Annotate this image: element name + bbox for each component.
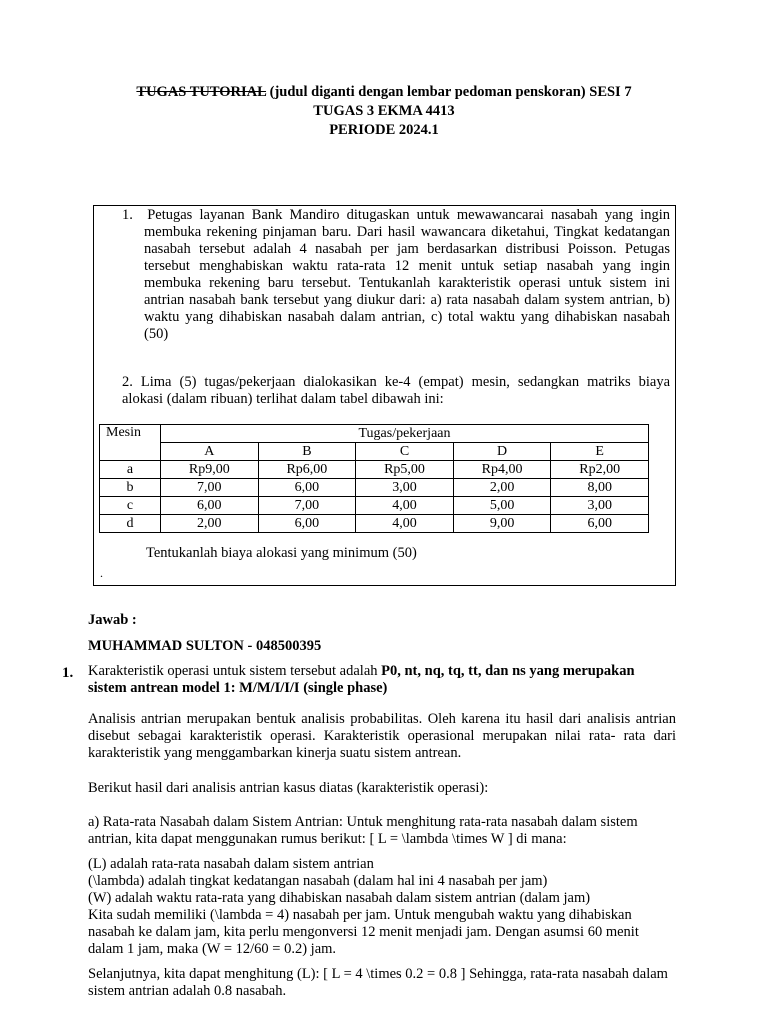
header-line-2: TUGAS 3 EKMA 4413 <box>313 103 455 119</box>
header-line-1 <box>0 83 768 102</box>
student-name: MUHAMMAD SULTON - 048500395 <box>88 638 322 654</box>
table-cell: Rp6,00 <box>258 461 356 479</box>
row-label: c <box>100 497 161 515</box>
question-1-number: 1. <box>122 207 133 223</box>
row-label: b <box>100 479 161 497</box>
table-header-row <box>100 425 649 443</box>
allocation-table <box>99 424 649 533</box>
table-cell: 2,00 <box>161 515 259 533</box>
answer-heading: Jawab : <box>88 612 137 628</box>
table-cell: 6,00 <box>258 479 356 497</box>
document-header <box>0 83 768 140</box>
question-2-closing: Tentukanlah biaya alokasi yang minimum (50) <box>146 545 417 561</box>
table-cell: 3,00 <box>551 497 649 515</box>
col-header: A <box>161 443 259 461</box>
table-cell: 4,00 <box>356 497 454 515</box>
col-header: B <box>258 443 356 461</box>
answer-paragraph-5 <box>88 856 676 958</box>
table-row <box>100 497 649 515</box>
row-label: a <box>100 461 161 479</box>
table-cell: Rp9,00 <box>161 461 259 479</box>
question-1 <box>122 207 670 343</box>
question-1-text: Petugas layanan Bank Mandiro ditugaskan untuk mewawancarai nasabah yang ingin membuka rekening pinjaman baru. Dari hasil wawancara diketahui, Tingkat kedatangan nasabah tersebut adalah 4 nasabah per jam berdasarkan distribusi Poisson. Petugas tersebut menghabiskan waktu rata-rata 12 menit untuk setiap nasabah yang ingin membuka rekening baru tersebut. Tentukanlah karakteristik operasi untuk sistem ini antrian nasabah bank tersebut yang diukur dari: a) rata nasabah dalam system antrian, b) waktu yang dihabiskan nasabah dalam antrian, c) total waktu yang dihabiskan nasabah (50) <box>144 207 670 342</box>
table-cell: 7,00 <box>258 497 356 515</box>
table-cell: 6,00 <box>551 515 649 533</box>
table-cell: Rp4,00 <box>453 461 551 479</box>
row-label: d <box>100 515 161 533</box>
conversion-text: Kita sudah memiliki (\lambda = 4) nasabah per jam. Untuk mengubah waktu yang dihabiskan nasabah ke dalam jam, kita perlu mengonversi 12 menit menjadi jam. Dengan asumsi 60 menit dalam 1 jam, maka (W = 12/60 = 0.2) jam. <box>88 907 639 957</box>
definition-line: (L) adalah rata-rata nasabah dalam sistem antrian <box>88 856 374 872</box>
stray-dot: . <box>100 566 103 580</box>
table-row <box>100 461 649 479</box>
header-line-3: PERIODE 2024.1 <box>329 122 439 138</box>
table-cell: 6,00 <box>258 515 356 533</box>
definition-line: (\lambda) adalah tingkat kedatangan nasabah (dalam hal ini 4 nasabah per jam) <box>88 873 548 889</box>
table-cell: 5,00 <box>453 497 551 515</box>
table-row <box>100 479 649 497</box>
answer-paragraph-2: Analisis antrian merupakan bentuk analisis probabilitas. Oleh karena itu hasil dari analisis antrian disebut sebagai karakteristik operasi. Karakteristik operasional merupakan nilai rata- rata dari karakteristik yang menggambarkan kinerja suatu sistem antrean. <box>88 711 676 761</box>
answer-p1-bold: P0, nt, nq, tq, tt, dan ns yang merupakan sistem antrean model 1: M/M/I/I/I (single phase) <box>88 663 635 696</box>
col-header: D <box>453 443 551 461</box>
table-cell: 7,00 <box>161 479 259 497</box>
tugas-header: Tugas/pekerjaan <box>161 425 649 443</box>
struck-title: TUGAS TUTORIAL <box>136 84 267 100</box>
table-row <box>100 515 649 533</box>
table-cell: 9,00 <box>453 515 551 533</box>
answer-p1-normal: Karakteristik operasi untuk sistem tersebut adalah <box>88 663 382 679</box>
table-cell: Rp2,00 <box>551 461 649 479</box>
table-cell: 2,00 <box>453 479 551 497</box>
answer-paragraph-4: a) Rata-rata Nasabah dalam Sistem Antrian: Untuk menghitung rata-rata nasabah dalam sistem antrian, kita dapat menggunakan rumus berikut: [ L = \lambda \times W ] di mana: <box>88 814 638 847</box>
table-subheader-row <box>100 443 649 461</box>
answer-paragraph-1 <box>88 663 676 697</box>
col-header: C <box>356 443 454 461</box>
table-cell: 6,00 <box>161 497 259 515</box>
col-header: E <box>551 443 649 461</box>
answer-paragraph-3: Berikut hasil dari analisis antrian kasus diatas (karakteristik operasi): <box>88 780 489 796</box>
question-2-text: 2. Lima (5) tugas/pekerjaan dialokasikan ke-4 (empat) mesin, sedangkan matriks biaya alokasi (dalam ribuan) terlihat dalam tabel dibawah ini: <box>122 374 670 407</box>
table-cell: 4,00 <box>356 515 454 533</box>
table-cell: 8,00 <box>551 479 649 497</box>
answer-paragraph-6: Selanjutnya, kita dapat menghitung (L): [ L = 4 \times 0.2 = 0.8 ] Sehingga, rata-rata nasabah dalam sistem antrian adalah 0.8 nasabah. <box>88 966 668 999</box>
table-cell: 3,00 <box>356 479 454 497</box>
mesin-header: Mesin <box>100 425 161 461</box>
answer-number: 1. <box>62 665 74 681</box>
definition-line: (W) adalah waktu rata-rata yang dihabiskan nasabah dalam sistem antrian (dalam jam) <box>88 890 591 906</box>
header-line-1-rest: (judul diganti dengan lembar pedoman penskoran) SESI 7 <box>266 84 632 100</box>
table-cell: Rp5,00 <box>356 461 454 479</box>
